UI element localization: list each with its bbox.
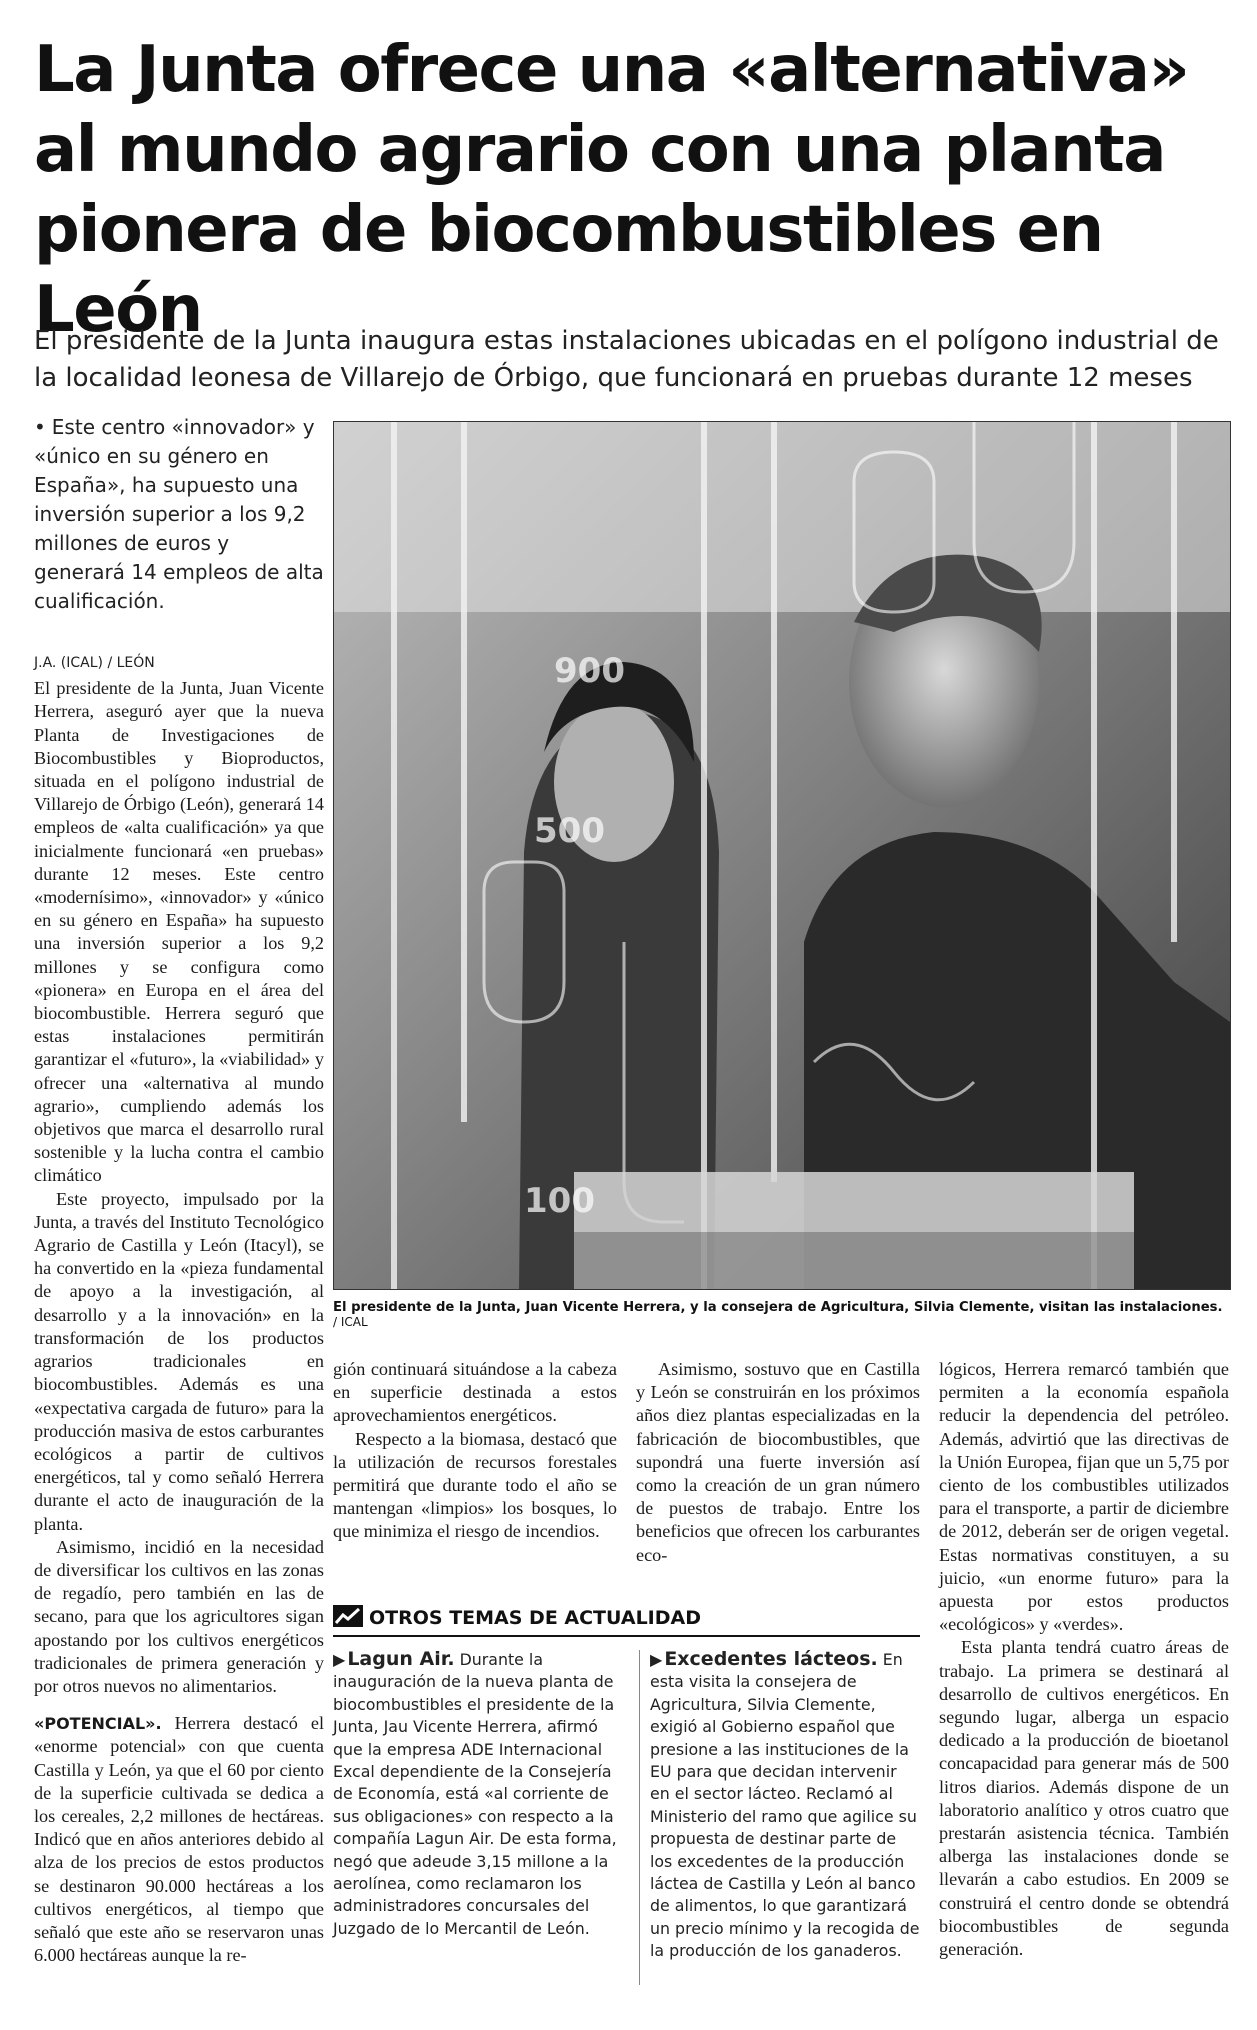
headline: La Junta ofrece una «alternativa» al mundo agrario con una planta pionera de biocombustibles en León — [34, 33, 1189, 347]
subtitle: El presidente de la Junta inaugura estas instalaciones ubicadas en el polígono industrial de la localidad leonesa de Villarejo de Órbigo, que funcionará en pruebas durante 12 meses — [34, 326, 1219, 393]
brief-title: Lagun Air. — [347, 1648, 455, 1670]
sidebar-title-text: OTROS TEMAS DE ACTUALIDAD — [369, 1607, 701, 1629]
article-column-2 — [333, 1358, 617, 1544]
article-photo — [333, 421, 1231, 1290]
bullet-dot-icon: • — [34, 415, 46, 439]
trend-chart-icon — [333, 1605, 363, 1632]
sidebar-divider — [639, 1650, 640, 1985]
brief-title: Excedentes lácteos. — [664, 1648, 878, 1670]
photo-caption — [333, 1300, 1229, 1330]
article-column-4 — [939, 1358, 1229, 1961]
brief-text: En esta visita la consejera de Agricultura, Silvia Clemente, exigió al Gobierno español que presione a las instituciones de la EU para que decidan intervenir en el sector lácteo. Reclamó al Ministerio del ramo que agilice su propuesta de destinar parte de los excedentes de la producción láctea de Castilla y León al banco de alimentos, lo que garantizará un precio mínimo y la recogida de la producción de los ganaderos. — [650, 1650, 920, 1961]
photo-credit: / ICAL — [333, 1315, 368, 1329]
brief-lagun-air — [333, 1648, 623, 1940]
paragraph: Este proyecto, impulsado por la Junta, a través del Instituto Tecnológico Agrario de Castilla y León (Itacyl), se ha convertido en la «pieza fundamental de apoyo a la investigación, al desarrollo y a la innovación» en la transformación de los productos agrarios tradicionales en biocombustibles. Además es una «expectativa cargada de futuro» para la producción masiva de estos carburantes ecológicos a partir de cultivos energéticos, tal y como señaló Herrera durante el acto de inauguración de la planta. — [34, 1188, 324, 1534]
paragraph — [34, 1712, 324, 1967]
brief-excedentes-lacteos — [650, 1648, 920, 1963]
paragraph: Asimismo, incidió en la necesidad de diversificar los cultivos en las zonas de regadío, pero también en las de secano, para que los agricultores sigan apostando por los cultivos energéticos tradicionales de primera generación y por otros nuevos no alimentarios. — [34, 1536, 324, 1696]
svg-text:500: 500 — [534, 811, 605, 851]
paragraph: Asimismo, sostuvo que en Castilla y León se construirán en los próximos años diez plantas especializadas en la fabricación de biocombustibles, que supondrá una fuerte inversión así como la creación de un gran número de puestos de trabajo. Entre los beneficios que ofrecen los carburantes eco- — [636, 1359, 920, 1565]
summary-bullet-text: Este centro «innovador» y «único en su género en España», ha supuesto una inversión superior a los 9,2 millones de euros y generará 14 empleos de alta cualificación. — [34, 415, 324, 613]
paragraph: Respecto a la biomasa, destacó que la utilización de recursos forestales permitirá que durante todo el año se mantengan «limpios» los bosques, lo que minimiza el riesgo de incendios. — [333, 1428, 617, 1542]
caption-text: El presidente de la Junta, Juan Vicente Herrera, y la consejera de Agricultura, Silvia Clemente, visitan las instalaciones. — [333, 1300, 1223, 1315]
arrow-right-icon: ▶ — [650, 1650, 663, 1669]
brief-text: Durante la inauguración de la nueva planta de biocombustibles el presidente de la Junta, Jau Vicente Herrera, afirmó que la empresa ADE Internacional Excal dependiente de la Consejería de Economía, está «al corriente de sus obligaciones» con respecto a la compañía Lagun Air. De esta forma, negó que adeude 3,15 millone a la aerolínea, como reclamaron los administradores concursales del Juzgado de lo Mercantil de León. — [333, 1650, 617, 1938]
byline: J.A. (ICAL) / LEÓN — [34, 655, 155, 671]
paragraph: lógicos, Herrera remarcó también que permiten a la economía española reducir la dependencia del petróleo. Además, advirtió que las directivas de la Unión Europea, fijan que un 5,75 por ciento de los combustibles utilizados para el transporte, a partir de diciembre de 2012, deberán ser de origen vegetal. Estas normativas constituyen, a su juicio, «un enorme futuro» para la apuesta por estos productos «ecológicos» y «verdes». — [939, 1359, 1229, 1635]
article-column-3 — [636, 1358, 920, 1567]
photo-illustration — [334, 422, 1230, 1289]
svg-text:900: 900 — [554, 651, 625, 691]
section-lead: «POTENCIAL». — [34, 1714, 162, 1734]
paragraph: gión continuará situándose a la cabeza en superficie destinada a estos aprovechamientos energéticos. — [333, 1359, 617, 1426]
arrow-right-icon: ▶ — [333, 1650, 346, 1669]
svg-text:100: 100 — [524, 1181, 595, 1221]
article-column-1 — [34, 652, 324, 1967]
paragraph-text: Herrera destacó el «enorme potencial» con que cuenta Castilla y León, ya que el 60 por ciento de la superficie cultivada se dedica a los cereales, 2,2 millones de hectáreas. Indicó que en años anteriores debido al alza de los precios de estos productos se destinaron 90.000 hectáreas a los cultivos energéticos, al tiempo que señaló que este año se reservaron unas 6.000 hectáreas aunque la re- — [34, 1713, 324, 1966]
paragraph: El presidente de la Junta, Juan Vicente Herrera, aseguró ayer que la nueva Planta de Investigaciones de Biocombustibles y Bioproductos, situada en el polígono industrial de Villarejo de Órbigo (León), generará 14 empleos de «alta cualificación» ya que inicialmente funcionará «en pruebas» durante 12 meses. Este centro «modernísimo», «innovador» y «único en su género en España» ha supuesto una inversión superior a los 9,2 millones y se configura como «pionera» en Europa en el área del biocombustible. Herrera seguró que estas instalaciones permitirán garantizar el «futuro», la «viabilidad» y ofrecer una «alternativa al mundo agrario», cumpliendo además los objetivos que marca el desarrollo rural sostenible y la lucha contra el cambio climático — [34, 678, 324, 1186]
summary-bullet — [34, 413, 324, 616]
paragraph: Esta planta tendrá cuatro áreas de trabajo. La primera se destinará al desarrollo de cultivos energéticos. En segundo lugar, alberga un espacio dedicado a la producción de bioetanol concapacidad para generar más de 500 litros diarios. Además dispone de un laboratorio analítico y otros cuatro que prestarán asistencia técnica. También alberga las instalaciones donde se llevarán a cabo estudios. En 2009 se construirá el centro donde se obtendrá biocombustibles de segunda generación. — [939, 1637, 1229, 1960]
sidebar-title — [333, 1605, 920, 1637]
